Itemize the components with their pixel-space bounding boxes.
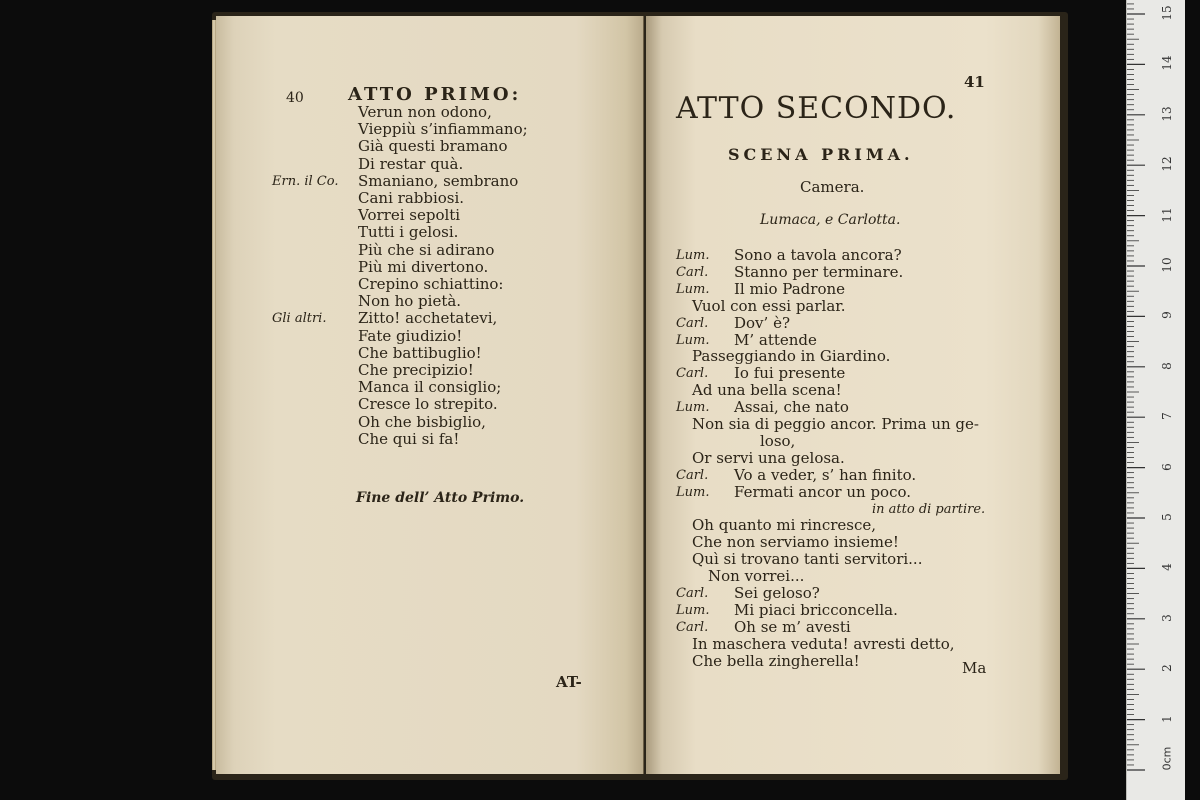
right-speaker: Lum.: [676, 281, 710, 297]
right-dialogue-line: loso,: [760, 431, 796, 450]
act-title: ATTO SECONDO.: [676, 91, 957, 126]
left-verse-line: Di restar quà.: [358, 154, 464, 173]
right-dialogue-line: Vo a veder, s’ han finito.: [734, 465, 917, 484]
ruler-number: 8: [1160, 361, 1174, 370]
right-dialogue-line: Mi piaci bricconcella.: [734, 600, 898, 619]
right-speaker: Lum.: [676, 248, 710, 263]
left-verse-line: Tutti i gelosi.: [358, 223, 459, 242]
right-dialogue-line: Stanno per terminare.: [734, 262, 904, 281]
ruler-number: 5: [1160, 513, 1174, 521]
right-speaker: Lum.: [676, 332, 710, 348]
right-dialogue-line: Sono a tavola ancora?: [734, 246, 902, 264]
ruler-number: 15: [1160, 5, 1174, 21]
ruler-number: 11: [1160, 206, 1174, 223]
right-speaker: Carl.: [676, 264, 709, 280]
ruler-number: 4: [1160, 563, 1174, 572]
right-dialogue-line: Quì si trovano tanti servitori...: [692, 550, 923, 569]
right-speaker: Carl.: [676, 619, 709, 635]
ruler-number: 6: [1160, 462, 1174, 471]
left-speaker: Gli altri.: [272, 311, 327, 327]
left-verse-line: Smaniano, sembrano: [358, 171, 519, 190]
left-verse-line: Più mi divertono.: [358, 257, 489, 276]
right-dialogue-line: Ad una bella scena!: [692, 381, 842, 400]
ruler-number: 2: [1160, 664, 1174, 673]
ruler-number: 10: [1160, 257, 1174, 273]
left-verse-line: Zitto! acchetatevi,: [358, 309, 498, 328]
left-verse-line: Già questi bramano: [358, 137, 508, 156]
scene-characters: Lumaca, e Carlotta.: [760, 212, 901, 228]
right-dialogue-line: Che non serviamo insieme!: [692, 533, 899, 552]
right-dialogue-line: Oh se m’ avesti: [734, 617, 851, 636]
left-verse-line: Che precipizio!: [358, 361, 474, 379]
right-dialogue-line: Il mio Padrone: [734, 279, 846, 298]
ruler-number: 12: [1160, 156, 1174, 172]
left-verse-line: Cani rabbiosi.: [358, 189, 465, 207]
left-verse-line: Cresce lo strepito.: [358, 395, 498, 414]
left-catchword: AT-: [556, 673, 582, 691]
right-dialogue-line: Assai, che nato: [734, 398, 849, 417]
right-dialogue-line: Io fui presente: [734, 364, 846, 383]
right-dialogue-line: Passeggiando in Giardino.: [692, 347, 891, 366]
left-verse-line: Crepino schiattino:: [358, 275, 504, 293]
right-dialogue-line: In maschera veduta! avresti detto,: [692, 634, 955, 653]
left-verse-line: Verun non odono,: [358, 103, 492, 121]
right-dialogue-line: Non sia di peggio ancor. Prima un ge-: [692, 415, 979, 433]
left-verse-line: Che battibuglio!: [358, 343, 482, 362]
ruler-number: 1: [1160, 714, 1174, 723]
ruler-number: 13: [1160, 106, 1174, 122]
right-catchword: Ma: [962, 659, 987, 677]
ruler-number: 14: [1160, 55, 1174, 72]
right-dialogue-line: Che bella zingherella!: [692, 651, 860, 670]
ruler-number: 7: [1160, 412, 1174, 421]
ruler-ticks: [1127, 0, 1185, 800]
left-closing: Fine dell’ Atto Primo.: [356, 490, 525, 506]
ruler-number: 9: [1160, 311, 1174, 320]
ruler-number: 3: [1160, 613, 1174, 622]
right-speaker: Lum.: [676, 400, 710, 416]
left-verse-line: Che qui si fa!: [358, 429, 460, 448]
right-dialogue-line: Dov’ è?: [734, 313, 790, 332]
right-speaker: Lum.: [676, 602, 710, 618]
right-dialogue-line: Fermati ancor un poco.: [734, 482, 912, 501]
right-speaker: Lum.: [676, 484, 710, 500]
right-speaker: Carl.: [676, 586, 709, 601]
scene-setting: Camera.: [800, 178, 865, 196]
left-verse-line: Vieppiù s’infiammano;: [358, 120, 528, 139]
right-dialogue-line: Sei geloso?: [734, 584, 820, 602]
right-dialogue-line: in atto di partire.: [872, 501, 986, 517]
right-dialogue-line: Vuol con essi parlar.: [692, 296, 846, 315]
scene-title: SCENA PRIMA.: [728, 145, 914, 164]
left-verse-line: Manca il consiglio;: [358, 378, 502, 397]
right-dialogue-line: Oh quanto mi rincresce,: [692, 516, 877, 535]
left-verse-line: Non ho pietà.: [358, 292, 462, 311]
right-speaker: Carl.: [676, 467, 709, 483]
right-dialogue-line: Or servi una gelosa.: [692, 448, 845, 467]
left-speaker: Ern. il Co.: [272, 173, 339, 189]
right-speaker: Carl.: [676, 315, 709, 331]
left-verse-line: Vorrei sepolti: [358, 206, 461, 225]
left-running-head: ATTO PRIMO:: [348, 84, 522, 105]
left-verse-line: Fate giudizio!: [358, 326, 463, 345]
right-page-number: 41: [964, 73, 985, 91]
right-dialogue-line: Non vorrei...: [708, 567, 805, 586]
left-verse-line: Più che si adirano: [358, 240, 495, 259]
right-dialogue-line: M’ attende: [734, 330, 817, 349]
left-verse-line: Oh che bisbiglio,: [358, 412, 486, 431]
measurement-ruler: [1126, 0, 1185, 800]
left-page-number: 40: [286, 90, 304, 106]
right-speaker: Carl.: [676, 366, 709, 382]
ruler-unit: 0cm: [1160, 746, 1174, 771]
